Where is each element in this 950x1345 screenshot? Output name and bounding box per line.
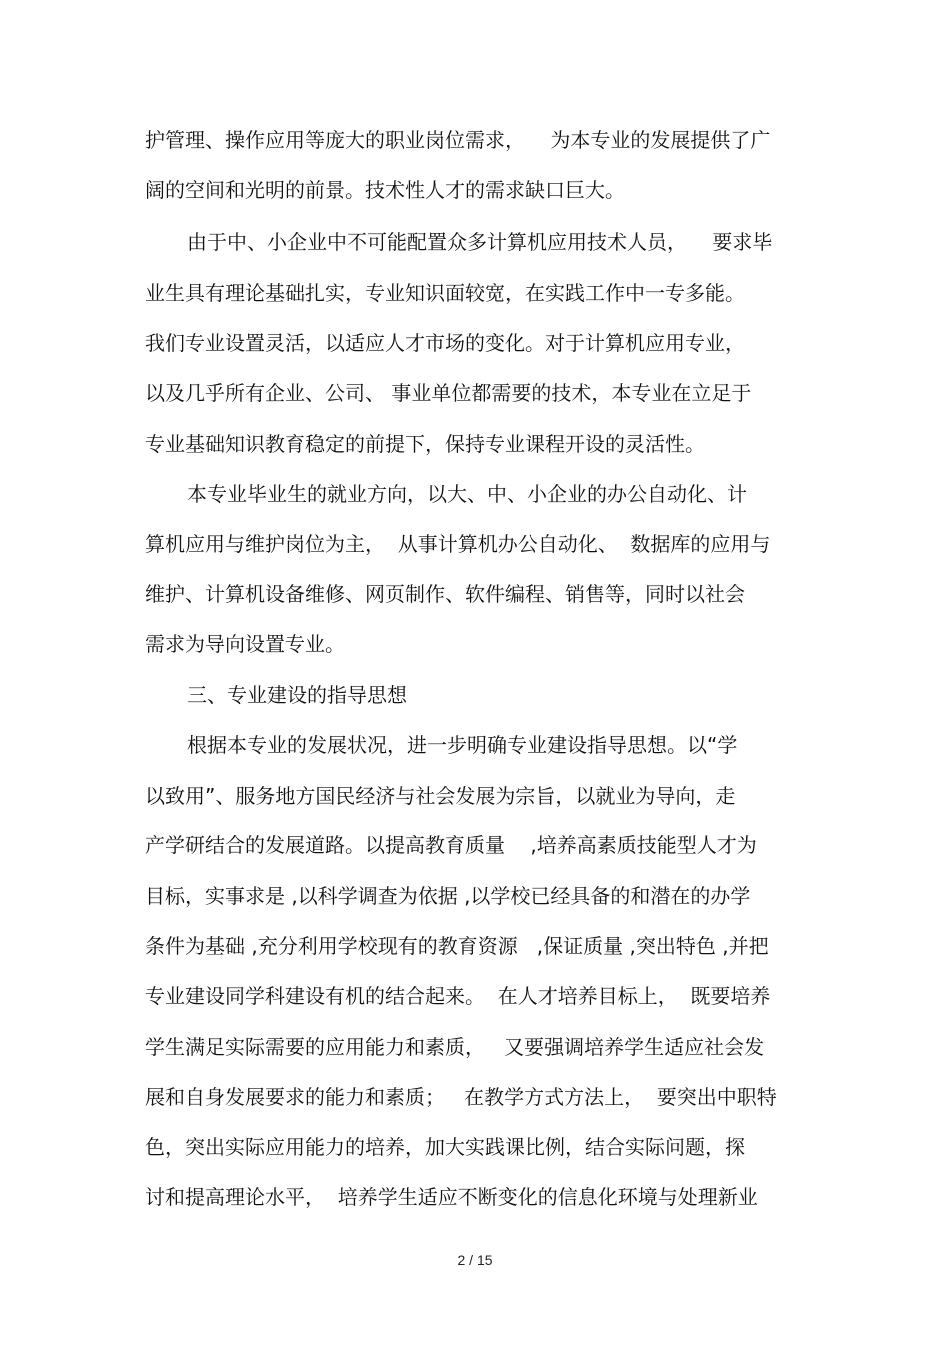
text-line: 根据本专业的发展状况，进一步明确专业建设指导思想。以“学 <box>187 733 738 757</box>
text-line: 我们专业设置灵活，以适应人才市场的变化。对于计算机应用专业， <box>145 331 745 355</box>
text-line: 专业建设同学科建设有机的结合起来。 在人才培养目标上， 既要培养 <box>145 984 771 1008</box>
text-line: 以致用”、服务地方国民经济与社会发展为宗旨，以就业为导向，走 <box>145 784 736 808</box>
text-line: 算机应用与维护岗位为主， 从事计算机办公自动化、 数据库的应用与 <box>145 532 771 556</box>
text-line: 本专业毕业生的就业方向，以大、中、小企业的办公自动化、计 <box>187 482 747 506</box>
text-line: 以及几乎所有企业、公司、 事业单位都需要的技术，本专业在立足于 <box>145 381 752 405</box>
text-line: 专业基础知识教育稳定的前提下，保持专业课程开设的灵活性。 <box>145 432 705 456</box>
text-line: 色，突出实际应用能力的培养，加大实践课比例，结合实际问题，探 <box>145 1135 745 1159</box>
text-line: 需求为导向设置专业。 <box>145 632 345 656</box>
text-line: 讨和提高理论水平， 培养学生适应不断变化的信息化环境与处理新业 <box>145 1185 758 1209</box>
section-heading: 三、专业建设的指导思想 <box>187 683 407 707</box>
text-line: 阔的空间和光明的前景。技术性人才的需求缺口巨大。 <box>145 178 625 202</box>
text-line: 业生具有理论基础扎实，专业知识面较宽，在实践工作中一专多能。 <box>145 281 745 305</box>
text-line: 展和自身发展要求的能力和素质； 在教学方式方法上， 要突出中职特 <box>145 1085 777 1109</box>
text-line: 目标，实事求是 ,以科学调查为依据 ,以学校已经具备的和潜在的办学 <box>145 884 751 908</box>
text-line: 维护、计算机设备维修、网页制作、软件编程、销售等，同时以社会 <box>145 582 745 606</box>
text-line: 护管理、操作应用等庞大的职业岗位需求， 为本专业的发展提供了广 <box>145 128 771 152</box>
text-line: 条件为基础 ,充分利用学校现有的教育资源 ,保证质量 ,突出特色 ,并把 <box>145 934 769 958</box>
text-line: 由于中、小企业中不可能配置众多计算机应用技术人员， 要求毕 <box>187 230 773 254</box>
text-line: 学生满足实际需要的应用能力和素质， 又要强调培养学生适应社会发 <box>145 1035 765 1059</box>
text-line: 产学研结合的发展道路。以提高教育质量 ,培养高素质技能型人才为 <box>145 833 757 857</box>
page-number: 2 / 15 <box>457 1252 493 1268</box>
